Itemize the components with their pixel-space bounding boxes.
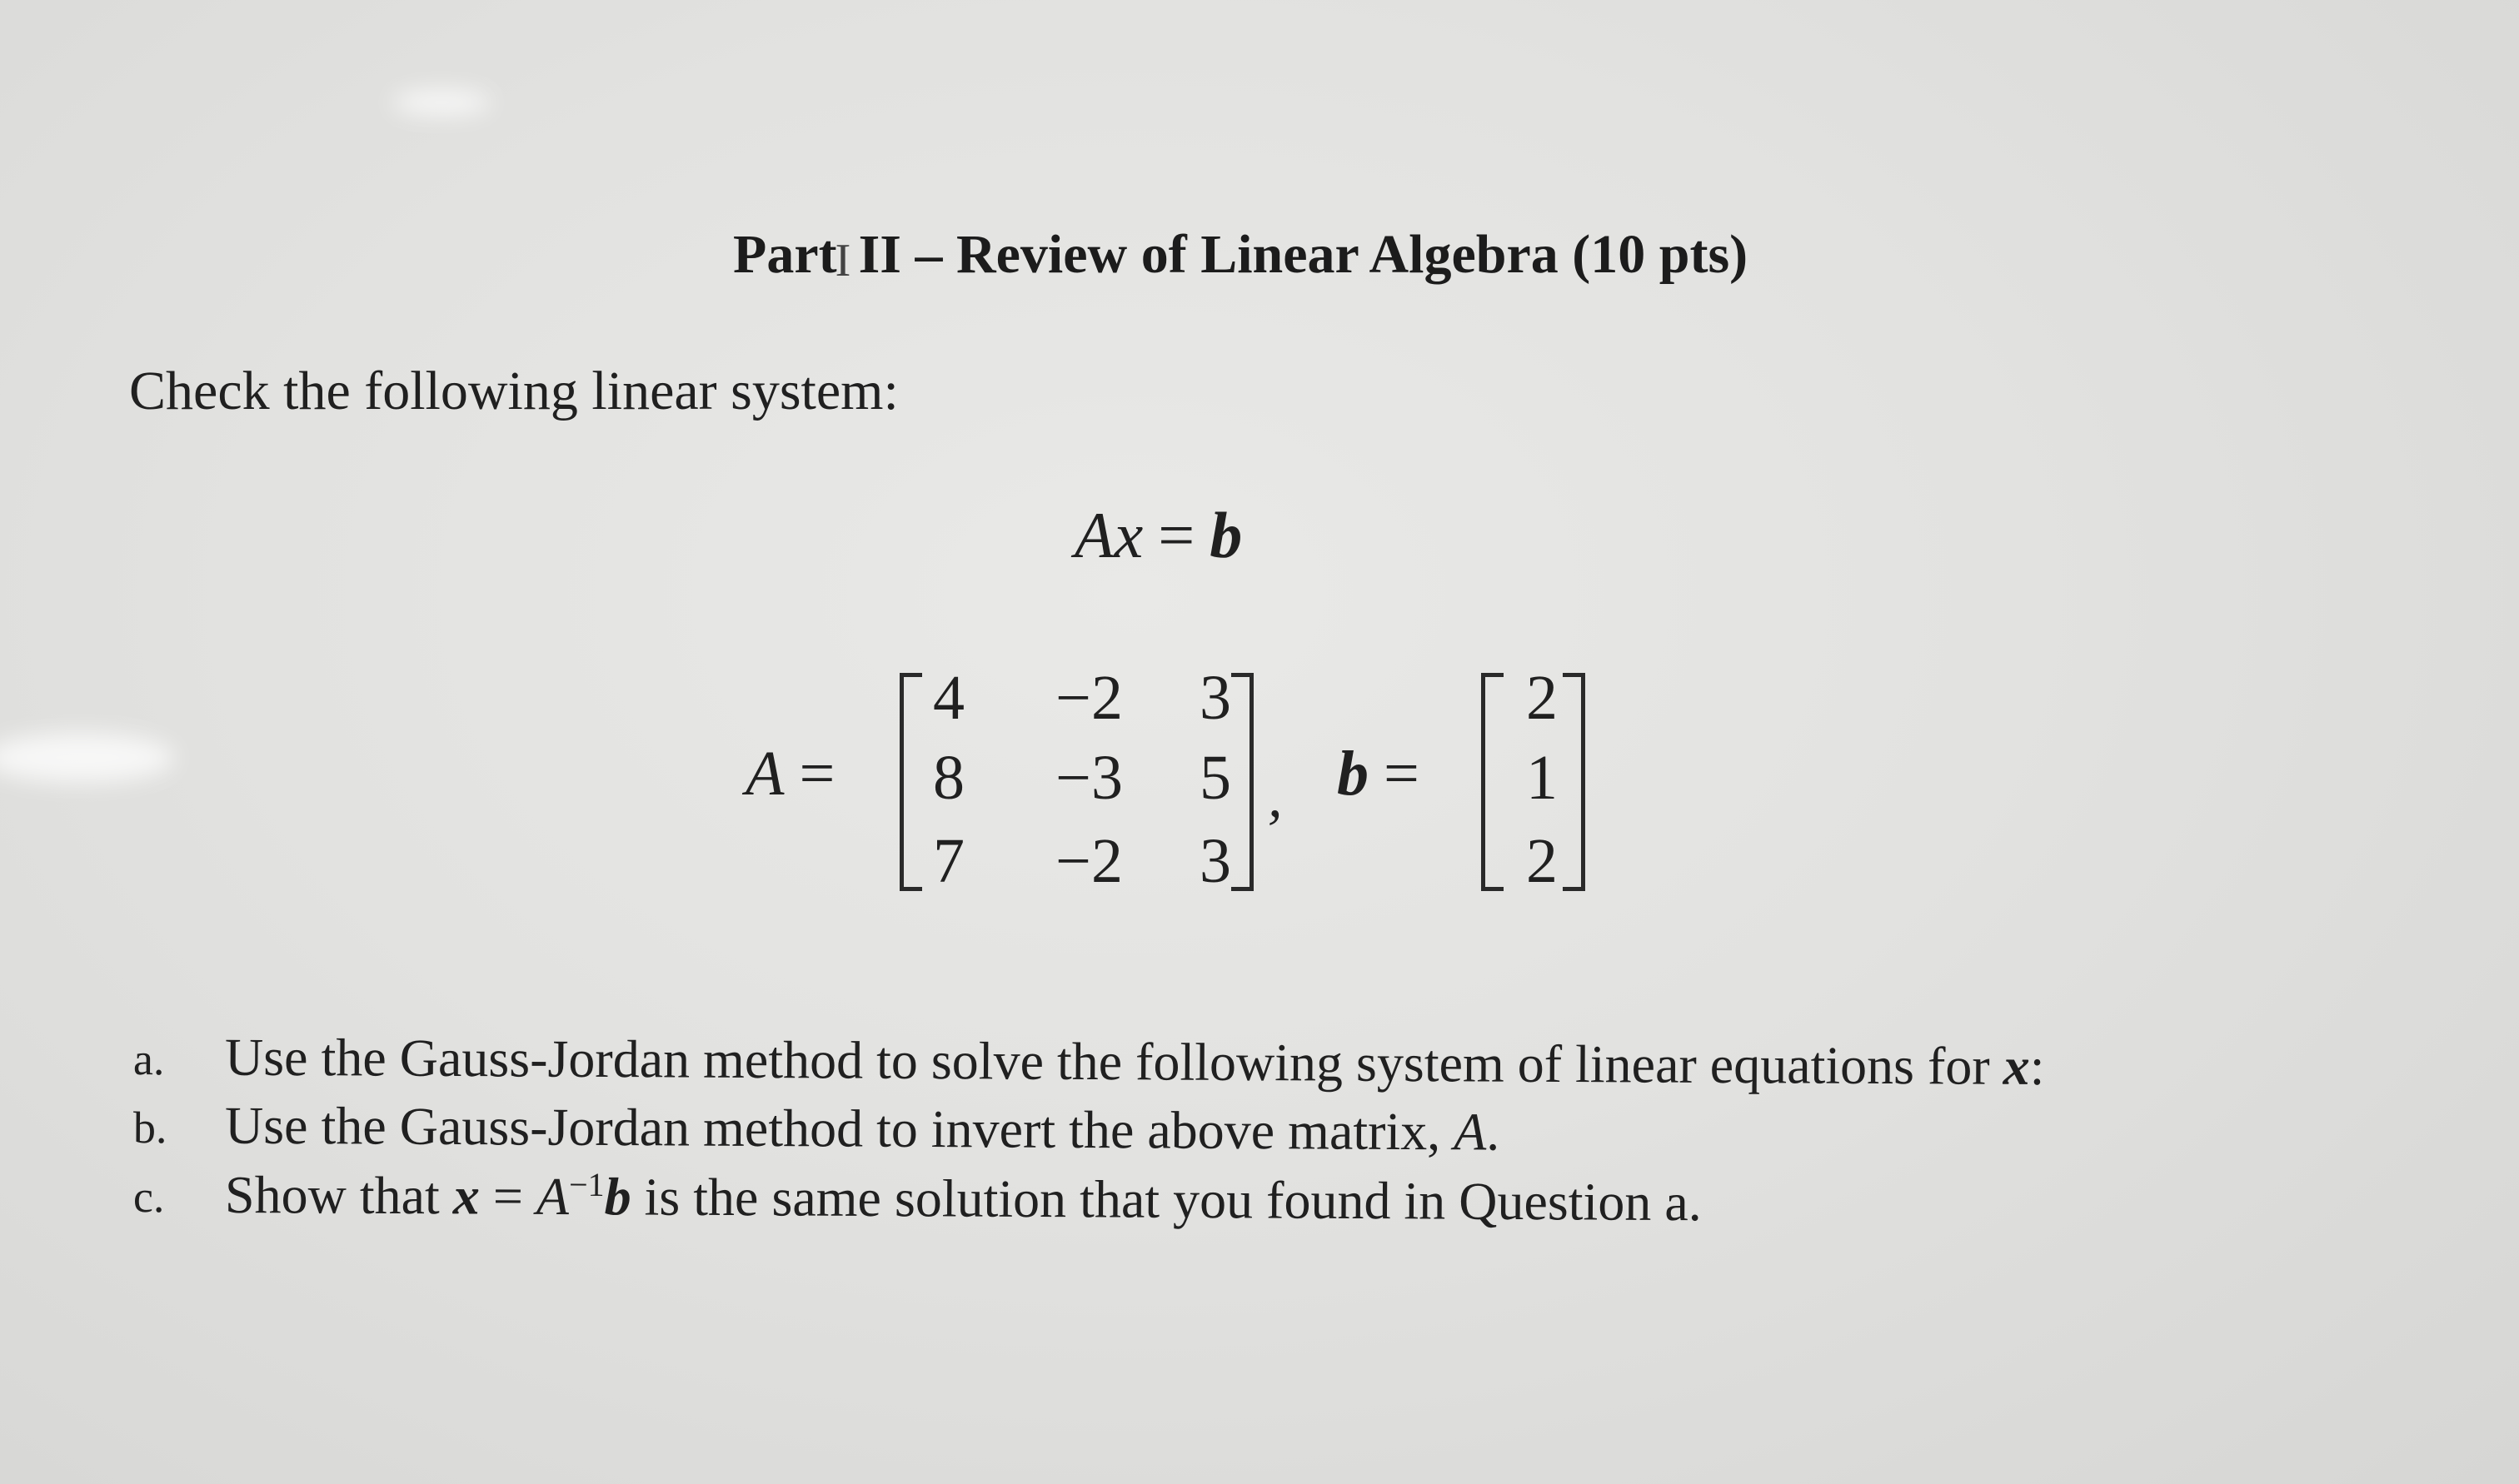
question-marker: b. — [132, 1102, 167, 1153]
question-marker: a. — [132, 1033, 165, 1085]
vector-b-op: = — [1384, 739, 1419, 809]
question-text-post: is the same solution that you found in Question a. — [631, 1167, 1702, 1233]
question-var-x: x — [452, 1166, 480, 1226]
vector-b-right-bracket — [1563, 673, 1585, 891]
question-text: Use the Gauss-Jordan method to solve the following system of linear equations for — [224, 1027, 2003, 1096]
matrix-a-cell: 7 — [933, 826, 965, 896]
matrix-a-cell: 4 — [933, 663, 965, 733]
equation-lhs: Ax — [1075, 499, 1144, 571]
screen-glare — [392, 90, 491, 115]
question-marker: c. — [132, 1172, 165, 1223]
vector-b-cell: 1 — [1526, 743, 1558, 813]
matrix-a-right-bracket — [1231, 673, 1254, 891]
equation-rhs: b — [1210, 499, 1243, 571]
question-text: Show that — [224, 1164, 453, 1226]
vector-b-cell: 2 — [1526, 826, 1558, 896]
question-var: A — [1454, 1102, 1487, 1162]
question-tail: . — [1486, 1102, 1500, 1162]
question-eq: = — [479, 1166, 537, 1226]
vector-b-label — [1337, 738, 1419, 810]
matrix-a-cell: −2 — [1055, 663, 1123, 733]
vector-b-var: b — [1337, 739, 1369, 809]
question-var: x — [2003, 1036, 2030, 1096]
question-list — [132, 1027, 2045, 1236]
matrix-separator: , — [1268, 765, 1283, 829]
page-title — [733, 223, 1748, 287]
question-tail: : — [2029, 1036, 2045, 1097]
matrix-a-var: A — [746, 739, 785, 809]
question-text: Use the Gauss-Jordan method to invert the above matrix, — [224, 1095, 1454, 1162]
matrix-a-cell: −3 — [1055, 743, 1123, 813]
main-equation — [1075, 498, 1242, 573]
question-item — [133, 1163, 2045, 1241]
matrix-a-label — [746, 738, 835, 810]
question-item — [133, 1094, 2045, 1173]
question-item — [133, 1026, 2045, 1104]
matrix-a-cell: 3 — [1200, 663, 1231, 733]
matrix-a-cell: −2 — [1055, 826, 1123, 896]
matrix-a-cell: 5 — [1200, 743, 1231, 813]
vector-b-cell: 2 — [1526, 663, 1558, 733]
equation-op: = — [1158, 499, 1195, 571]
question-var-a: A — [536, 1166, 570, 1227]
text-cursor-icon: I — [835, 235, 851, 286]
matrix-a-cell: 8 — [933, 743, 965, 813]
question-superscript: −1 — [568, 1165, 605, 1203]
matrix-a-cell: 3 — [1200, 826, 1231, 896]
question-var-b: b — [604, 1167, 631, 1227]
intro-text: Check the following linear system: — [129, 361, 899, 421]
title-rest: II – Review of Linear Algebra (10 pts) — [858, 224, 1748, 285]
screen-glare — [0, 733, 175, 783]
matrix-a-op: = — [799, 739, 836, 809]
title-part: Part — [733, 224, 837, 285]
